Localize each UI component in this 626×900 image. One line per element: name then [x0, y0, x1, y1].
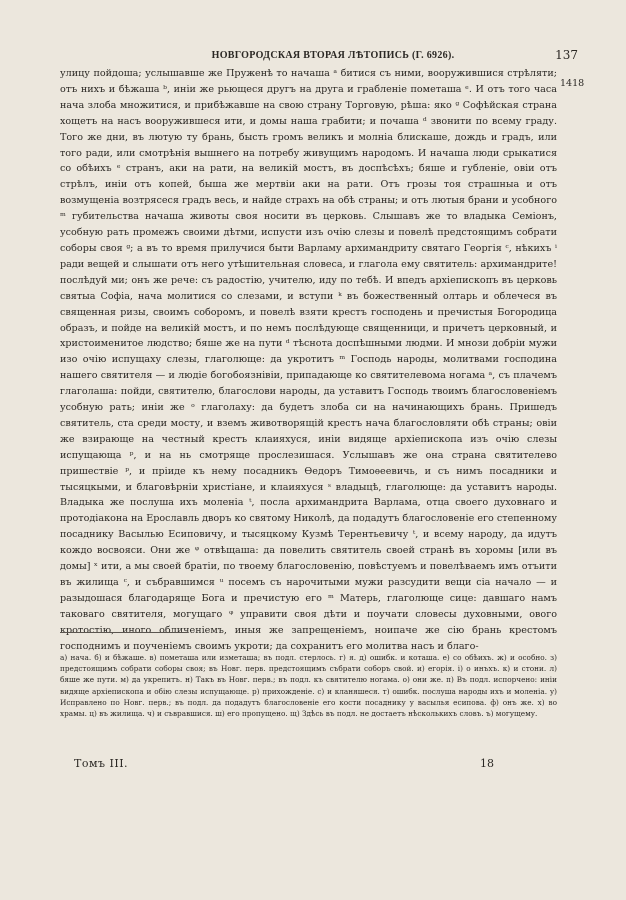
footnote-rule	[60, 632, 188, 633]
page-header	[60, 48, 578, 66]
volume-label: Томъ III.	[74, 757, 129, 770]
main-text	[60, 66, 557, 655]
footnotes	[60, 652, 557, 719]
footnote-text: а) нача. б) и бѣжаше. в) пометаша или изметаша; въ подл. стерлось. г) я. д) ошибк. и коташа. е) со обѣихъ. ж) и особно. з) предстоящимъ собрати соборы своя; въ Новг. перв. предстоящимъ събрати соборъ свой. и) егорiя. i) о инъхъ. к) и стони. л) бяше же пути. м) да укрепитъ. н) Такъ въ Новг. перв.; въ подл. къ святителю ногама. о) они же. п) Въ подл. испорчено: инiи видяще архiепископа и обiю слезы испущающе. р) прихожденiе. с) и кланяшеся. т) ошибк. послуша народы ихъ и моленiа. у) Исправлено по Новг. перв.; въ подл. да подадутъ благословенiе его кости посаднику у васылья есипова. ф) онъ же. х) во храмы. ц) въ жилища. ч) и съвравшися. ш) его пропущено. щ) Здѣсь въ подл. не достаетъ нѣсколькихъ словъ. ъ) могущему.	[60, 653, 557, 719]
page-number: 137	[555, 48, 578, 62]
margin-year-note: 1418	[560, 78, 585, 89]
signature-mark: 18	[480, 757, 494, 770]
chronicle-paragraph: улицу пойдоша; услышавше же Пруженѣ то начаша ᵃ битися съ ними, вооружившися стрѣляти; отъ нихъ и бѣжаша ᵇ, инiи же рьющеся другъ на друга и грабленiе пометаша ᵉ. И отъ того часа нача злоба множитися, и прибѣжавше на свою страну Торговую, рѣша: яко ᵍ Софѣйская страна хощетъ на насъ вооружившеся ити, и домы наша грабити; и почаша ᵈ звонити по всему граду. Того же дни, въ лютую ту брань, бысть громъ великъ и молнiа блискаше, дождь и градъ, или того ради, или смотрѣнiя вышнего на потребу живущимъ народомъ. И начаша люди срыкатися со обѣихъ ᵉ странъ, аки на рати, на великiй мостъ, въ доспѣсѣхъ; бяше и губленiе, овiи отъ стрѣлъ, инiи отъ копей, быша же мертвiи аки на рати. Отъ грозы тоя страшныа и отъ возмущенiа возтрясеся градъ весь, и найде страхъ на обѣ страны; и отъ лютыя брани и усобного ᵐ губительства начаша животы своя носити въ церковь. Слышавъ же то владыка Семiонъ, усобную рать промежъ своими дѣтми, испусти изъ очiю слезы и повелѣ предстоящимъ собрати соборы своя ᵍ; а въ то время прилучися быти Варламу архимандриту святаго Георгiя ᶜ, нѣкихъ ⁱ ради вещей и слышати отъ него утѣшительная словеса, и глагола ему святитель: архимандрите! послѣдуй ми; онъ же рече: съ радостiю, учителю, иду по тебѣ. И впедъ архiепископъ въ церковь святыа Софiа, нача молитися со слезами, и вступи ᵏ въ божественный олтарь и облечеся въ священная ризы, своимъ соборомъ, и повелѣ взяти крестъ господень и пречистыя Богородица образъ, и пойде на великiй мостъ, и по немъ послѣдующе священници, и причетъ церковный, и христоименитое людство; бяше же на пути ᵈ тѣснота доспѣшными людми. И мнози добрiи мужи изо очiю испущаху слезы, глаголюще: да укротитъ ᵐ Господь народы, молитвами господина нашего святителя — и людiе богобоязнiвiи, припадающе ко святителевома ногама ᵃ, съ плачемъ глаголаша: пойди, святителю, благослови народы, да уставитъ Господь твоимъ благословенiемъ усобную рать; инiи же ᵒ глаголаху: да будетъ злоба си на начинающихъ брань. Пришедъ святитель, ста среди мосту, и вземъ животворящiй крестъ нача благословляти обѣ страны; овiи же взирающе на честный крестъ клаияхуся, инiи видяще архiепископа изъ очiю слезы испущающа ᵖ, и на нь смотряще прослезишася. Услышавъ же она страна святителево пришествiе ᵖ, и прiиде къ нему посадникъ Ѳедоръ Тимоѳеевичь, и съ нимъ посадники и тысяцкыми, и благовѣрнiи христiане, и клаияхуся ˢ владыцѣ, глаголюще: да уставитъ народы. Владыка же послуша ихъ моленiа ᵗ, посла архимандрита Варлама, отца своего духовнаго и протодiакона на Ерославль дворъ ко святому Николѣ, да подадутъ благословенiе его степенному посаднику Васылью Есиповичу, и тысяцкому Кузмѣ Терентьевичу ᵗ, и всему народу, да идутъ кождо восвояси. Они же ᵠ отвѣщаша: да повелить святитель своей странѣ въ хоромы [или въ домы] ˣ ити, а мы своей братiи, по твоему благословенiю, повѣстуемъ и повелѣваемъ имъ отъити въ жилища ᶜ, и събравшимся ᵘ посемъ съ нарочитыми мужи разсудити вещи сiа начало — и разыдошася благодаряще Бога и пречистую его ᵐ Матерь, глаголюще сице: давшаго намъ таковаго святителя, могущаго ᵠ управити своя дѣти и поучати словесы духовными, ового кротостiю, иного обличенiемъ, иныя же запрещенiемъ, ноипаче же сiю брань крестомъ господнимъ и поученiемъ своимъ укроти; да сохранитъ его молитва насъ и благо-	[60, 68, 557, 652]
running-title: НОВГОРОДСКАЯ ВТОРАЯ ЛѢТОПИСЬ (Г. 6926).	[211, 50, 455, 61]
